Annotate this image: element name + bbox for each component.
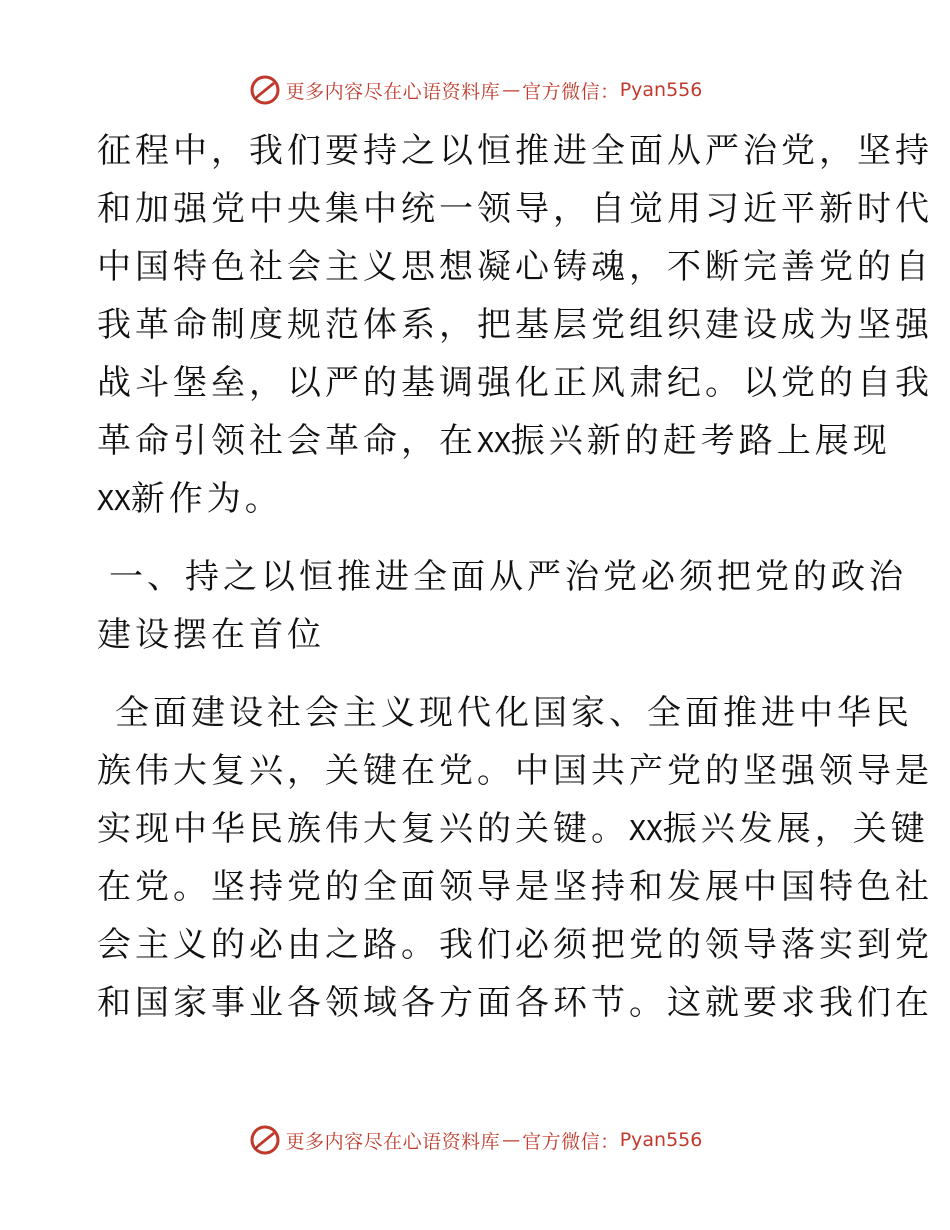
paragraph: [97, 684, 933, 1032]
text-line: 在党。坚持党的全面领导是坚持和发展中国特色社: [97, 867, 933, 907]
text-line: 和国家事业各领域各方面各环节。这就要求我们在: [97, 983, 933, 1023]
header-site-text: 更多内容尽在心语资料库: [285, 80, 501, 103]
logo-icon: [248, 1123, 282, 1157]
footer-banner: [0, 1120, 950, 1160]
text-fragment: 革命引领社会革命，在: [97, 421, 477, 461]
text-line: 族伟大复兴，关键在党。中国共产党的坚强领导是: [97, 751, 933, 791]
text-line: 征程中，我们要持之以恒推进全面从严治党，坚持: [97, 131, 933, 171]
paragraph-continuation: [97, 122, 933, 528]
text-fragment: 新作为。: [130, 479, 283, 519]
heading-line: 一、持之以恒推进全面从严治党必须把党的政治: [109, 557, 907, 597]
header-wechat-id: Pyan556: [619, 79, 703, 101]
footer-separator: —: [502, 1129, 521, 1151]
text-line: 全面建设社会主义现代化国家、全面推进中华民: [115, 693, 913, 733]
text-fragment-xx: XX: [477, 426, 511, 459]
text-line: 中国特色社会主义思想凝心铸魂，不断完善党的自: [97, 247, 933, 287]
text-line: [97, 800, 929, 858]
text-fragment-xx: XX: [629, 814, 663, 847]
text-fragment: 振兴发展，关键: [662, 809, 929, 849]
text-line: 战斗堡垒，以严的基调强化正风肃纪。以党的自我: [97, 363, 933, 403]
text-fragment-xx: XX: [97, 484, 131, 517]
text-line: 我革命制度规范体系，把基层党组织建设成为坚强: [97, 305, 933, 345]
footer-wechat-id: Pyan556: [619, 1129, 703, 1151]
footer-site-text: 更多内容尽在心语资料库: [285, 1130, 501, 1153]
heading-line: 建设摆在首位: [97, 615, 325, 655]
logo-icon: [248, 73, 282, 107]
text-fragment: 实现中华民族伟大复兴的关键。: [97, 809, 629, 849]
document-body: [97, 122, 933, 1032]
header-wechat-label: 官方微信：: [522, 80, 620, 103]
text-line: 和加强党中央集中统一领导，自觉用习近平新时代: [97, 189, 933, 229]
header-banner: [0, 70, 950, 110]
section-heading: [97, 548, 907, 664]
header-separator: —: [502, 79, 521, 101]
text-line: [97, 470, 857, 528]
footer-wechat-label: 官方微信：: [522, 1130, 620, 1153]
text-fragment: 振兴新的赶考路上展现: [510, 421, 891, 461]
text-line: 会主义的必由之路。我们必须把党的领导落实到党: [97, 925, 933, 965]
text-line: [97, 412, 891, 470]
